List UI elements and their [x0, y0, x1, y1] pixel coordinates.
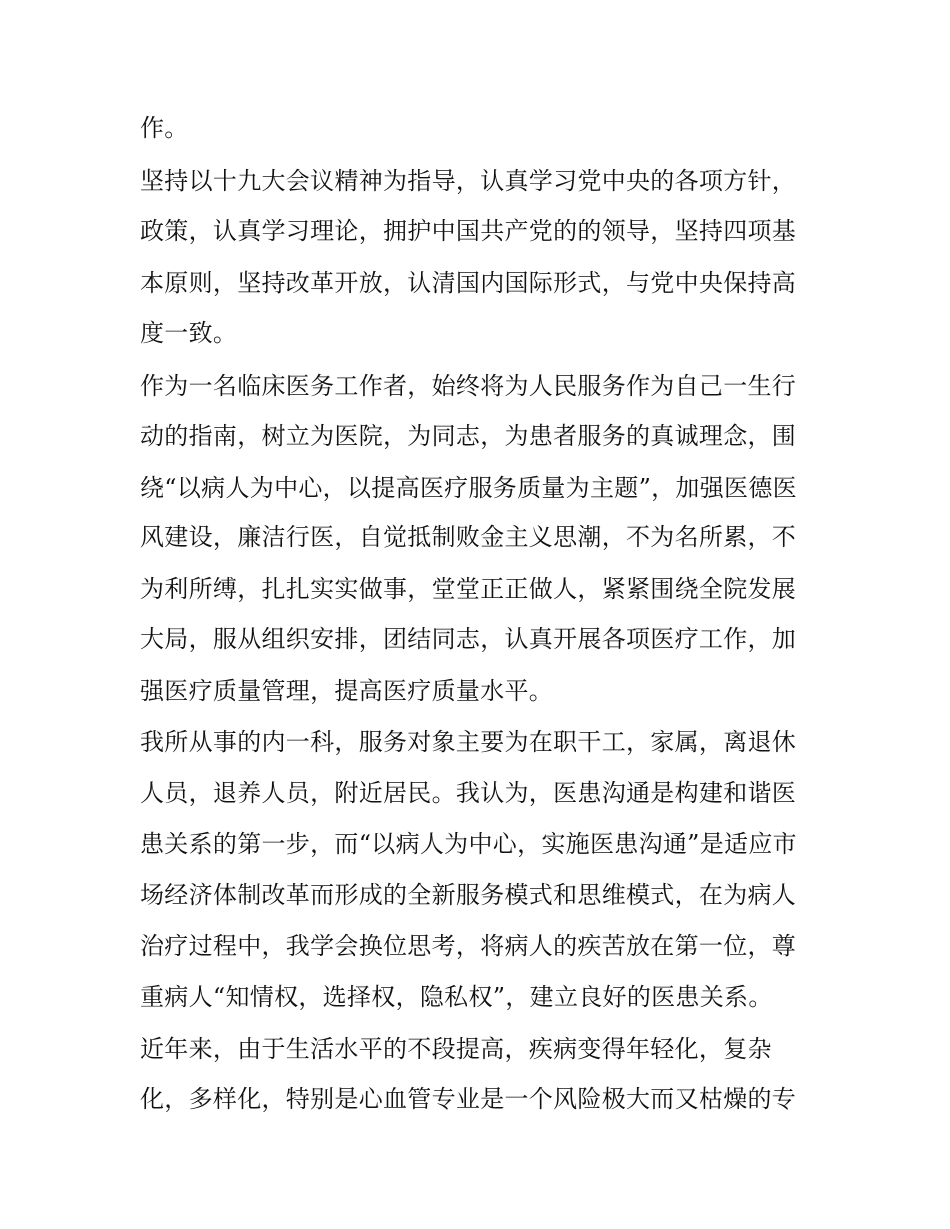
text-line: 绕“以病人为中心，以提高医疗服务质量为主题”，加强医德医: [140, 474, 797, 502]
text-line: 作为一名临床医务工作者，始终将为人民服务作为自己一生行: [140, 372, 797, 400]
text-line: 风建设，廉洁行医，自觉抵制败金主义思潮，不为名所累，不: [140, 523, 797, 551]
text-line: 坚持以十九大会议精神为指导，认真学习党中央的各项方针，: [140, 167, 797, 195]
text-line: 化，多样化，特别是心血管专业是一个风险极大而又枯燥的专: [140, 1085, 797, 1113]
text-line: 人员，退养人员，附近居民。我认为，医患沟通是构建和谐医: [140, 779, 797, 807]
text-line: 大局，服从组织安排，团结同志，认真开展各项医疗工作，加: [140, 625, 797, 653]
text-line: 治疗过程中，我学会换位思考，将病人的疾苦放在第一位，尊: [140, 932, 797, 960]
text-line: 患关系的第一步，而“以病人为中心，实施医患沟通”是适应市: [140, 830, 797, 858]
text-line: 重病人“知情权，选择权，隐私权”，建立良好的医患关系。: [140, 983, 773, 1011]
text-line: 度一致。: [140, 319, 238, 347]
text-line: 作。: [140, 114, 189, 142]
text-line: 本原则，坚持改革开放，认清国内国际形式，与党中央保持高: [140, 269, 797, 297]
text-line: 近年来，由于生活水平的不段提高，疾病变得年轻化，复杂: [140, 1035, 772, 1063]
text-line: 政策，认真学习理论，拥护中国共产党的的领导，坚持四项基: [140, 217, 797, 245]
text-line: 强医疗质量管理，提高医疗质量水平。: [140, 677, 554, 705]
text-line: 为利所缚，扎扎实实做事，堂堂正正做人，紧紧围绕全院发展: [140, 575, 797, 603]
text-line: 动的指南，树立为医院，为同志，为患者服务的真诚理念，围: [140, 422, 797, 450]
text-line: 我所从事的内一科，服务对象主要为在职干工，家属，离退休: [140, 728, 797, 756]
text-line: 场经济体制改革而形成的全新服务模式和思维模式，在为病人: [140, 881, 797, 909]
